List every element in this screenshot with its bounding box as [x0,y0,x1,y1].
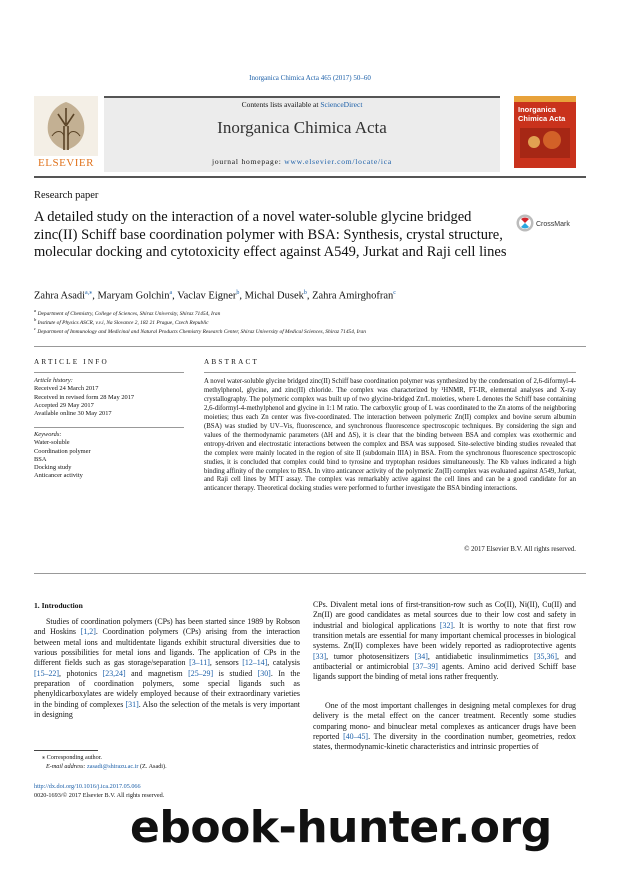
citation-link[interactable]: [33] [313,651,327,661]
abstract-rule [204,372,576,373]
journal-title: Inorganica Chimica Acta [217,118,387,137]
email-suffix: (Z. Asadi). [138,763,167,770]
header-divider [34,346,586,347]
homepage-prefix: journal homepage: [211,157,285,166]
svg-text:ELSEVIER: ELSEVIER [38,157,94,169]
history-item: Received in revised form 28 May 2017 [34,393,135,401]
author-separator: , [172,290,178,302]
history-item: Accepted 29 May 2017 [34,401,94,409]
journal-cover-thumbnail[interactable] [514,96,576,168]
body-text: is studied [213,668,258,678]
author-affiliation-marker[interactable]: a,⁎ [85,290,93,296]
keyword-item: Anticancer activity [34,472,83,480]
citation-link[interactable]: [3–11] [189,658,210,668]
citation-link[interactable]: [40–45] [343,732,369,742]
keyword-item: BSA [34,455,47,463]
body-text: . Also the selection of the metals is very important in designing [34,699,301,720]
body-text: , tumor photosensitizers [326,651,415,661]
email-note [46,763,167,771]
citation-link[interactable]: [30] [257,668,271,678]
contents-line [104,100,500,109]
citation-link[interactable]: [23,24] [102,668,126,678]
author-separator: , [239,290,245,302]
watermark: ebook-hunter.org [130,802,552,853]
affiliation-a: $^a$ Department of Chemistry, College of Sciences, Shiraz University, Shiraz 71454, Iran [34,308,221,317]
citation-link[interactable]: [15–22] [34,668,59,678]
article-history [34,377,174,418]
body-text: , antidiabetic insulinmimetics [427,651,534,661]
body-text: . Coordination polymers (CPs) arising from the interaction between metal ions and multidentate ligands exhibit structural diversities due to various possibilities for metal ions and ligands. The application of CPs in the different fields such as gas storage/separation [34,627,300,668]
doi-link[interactable]: http://dx.doi.org/10.1016/j.ica.2017.05.066 [34,783,141,790]
affiliation-b: $^b$ Institute of Physics ASCR, v.v.i, Na Slovance 2, 182 21 Prague, Czech Republic [34,317,209,326]
journal-reference[interactable]: Inorganica Chimica Acta 465 (2017) 50–60 [249,74,371,82]
body-text: . In the preparation of coordination polymers, some special ligands such as phenyldicarboxylates are widely employed because of their extraordinary varieties in the binding of complexes [34,668,300,709]
section-heading-introduction: 1. Introduction [34,601,83,610]
keywords-rule [34,427,184,428]
history-item: Available online 30 May 2017 [34,410,112,418]
keywords-block [34,431,174,481]
abstract-heading: ABSTRACT [204,358,260,366]
author-list [34,289,586,302]
body-text: agents. Amino acid derived Schiff base ligands support the binding of metal ions rather frequently. [313,662,576,682]
author-name[interactable]: Zahra Amirghofran [312,290,394,302]
abstract-text: A novel water-soluble glycine bridged zinc(II) Schiff base coordination polymer was synthesized by the condensation of 2,6-diformyl-4-methylphenol, glycine, and zinc(II) chloride. The complex was characterized by ¹HNMR, FT-IR, elemental analyses and X-ray crystallography. The polymeric complex was built up of two glycine-bridged Zn/L moieties, where L denotes the Schiff base containing 2,6-diformyl-4-methylphenol and glycine in 1:1 M ratio. The carboxylic group of L was coordinated to the Zn atoms of the neighboring moieties; thus each Zn center was five-coordinated. The interaction between polymeric Zn(II) complex and bovine serum albumin (BSA) was studied by UV–Vis, fluorescence, and synchronous fluorescence spectroscopic techniques. By considering the sign and values of the thermodynamic parameters (ΔH and ΔS), it is clear that the binding between BSA and complex was exothermic and entropy-driven and electrostatic interactions between the complex and BSA was supposed. Site-selective binding studies revealed that the complex were mainly located in the region of site II (subdomain IIIA) in BSA. From the synchronous fluorescence spectroscopic studies, it is concluded that complex could bind to tyrosine and tryptophan residues simultaneously. The Kb values indicated a high binding affinity of the complex to BSA. In vitro anticancer activity of the polymeric Zn(II) complex was evaluated against A549, Jurkat, and Raji cell lines by MTT assay. The complex was remarkably active against the cell lines and can be a good candidate for an anticancer therapy. Theoretical docking studies were performed to further investigate the BSA binding interactions. [204,378,576,493]
keyword-item: Docking study [34,464,72,472]
article-type: Research paper [34,190,99,201]
email-label: E-mail address: [46,763,88,770]
banner-top-rule [104,96,500,98]
svg-text:Chimica Acta: Chimica Acta [518,114,566,123]
body-text: and magnetism [125,668,189,678]
crossmark-badge[interactable] [516,213,576,233]
footnote-rule [34,750,98,751]
body-text: . The diversity in the coordination number, geometries, redox states, thermodynamic-kinetic characteristics and intrinsic properties of [313,732,577,752]
intro-paragraph-3 [313,701,576,753]
body-text: One of the most important challenges in designing metal complexes for drug delivery is the metal effect on the cancer treatment. Recently some studies comparing mono- and binuclear metal complexes as anticancer drugs have been reported [313,701,576,742]
homepage-link[interactable]: www.elsevier.com/locate/ica [284,157,393,166]
body-text: , photonics [58,668,103,678]
citation-link[interactable]: [31] [125,699,139,709]
issn-line: 0020-1693/© 2017 Elsevier B.V. All rights reserved. [34,792,165,799]
svg-text:Inorganica: Inorganica [518,105,556,114]
author-separator: , [92,290,98,302]
body-text: , catalysis [267,658,300,668]
sciencedirect-link[interactable]: ScienceDirect [320,100,363,109]
author-affiliation-marker[interactable]: a [169,290,173,296]
citation-link[interactable]: [12–14] [242,658,268,668]
email-link[interactable]: zasadi@shirazu.ac.ir [87,763,139,770]
body-text: . It is worthy to note that first row transition metals are essential for many important chemical processes in biological systems. Zn(II) complexes have been widely reported as radioprotective agents [313,620,576,651]
body-text: , and antibacterial or antimicrobial [313,651,576,672]
crossmark-label: CrossMark [536,221,570,228]
author-affiliation-marker[interactable]: b [236,290,240,296]
intro-paragraph-1 [34,617,300,720]
journal-homepage [104,157,500,166]
history-heading: Article history: [34,377,73,384]
body-text: , sensors [209,658,243,668]
elsevier-logo [34,96,98,170]
citation-link[interactable]: [25–29] [188,668,214,678]
contents-prefix: Contents lists available at [241,100,321,109]
article-info-heading: ARTICLE INFO [34,358,109,366]
author-separator: , [306,290,313,302]
citation-link[interactable]: [1,2] [80,627,96,637]
author-name[interactable]: Maryam Golchin [97,290,170,302]
body-divider [34,573,586,574]
author-affiliation-marker[interactable]: c [393,290,396,296]
corresponding-author-note: ⁎ Corresponding author. [42,754,102,761]
body-text: CPs. Divalent metal ions of first-transition-row such as Co(II), Ni(II), Cu(II) and Zn(II) are good candidates as metal sources due to their low cost and safety in industrial and biological applications [313,600,576,630]
author-name[interactable]: Vaclav Eigner [177,290,237,302]
banner-bottom-rule [34,176,586,178]
history-item: Received 24 March 2017 [34,385,99,393]
keyword-item: Water-soluble [34,439,70,447]
affiliation-c: $^c$ Department of Immunology and Medicinal and Natural Products Chemistry Research Center, Shiraz University of Medical Sciences, Shiraz 71454, Iran [34,326,366,335]
citation-link[interactable]: [37–39] [412,662,438,672]
citation-link[interactable]: [34] [414,651,428,661]
body-text: Studies of coordination polymers (CPs) has been started since 1989 by Robson and Hoskins [34,617,300,637]
abstract-copyright: © 2017 Elsevier B.V. All rights reserved. [464,546,576,553]
keyword-item: Coordination polymer [34,447,91,455]
keywords-heading: Keywords: [34,431,62,438]
article-title: A detailed study on the interaction of a novel water-soluble glycine bridged zinc(II) Schiff base coordination polymer with BSA: Synthesis, crystal structure, molecular docking and cytotoxicity effect against A549, Jurkat and Raji cell lines [34,209,507,260]
citation-link[interactable]: [32] [439,620,454,630]
intro-paragraph-2 [313,600,576,683]
author-name[interactable]: Zahra Asadi [34,290,86,302]
author-name[interactable]: Michal Dusek [244,290,304,302]
author-affiliation-marker[interactable]: b [303,290,307,296]
citation-link[interactable]: [35,36] [533,651,557,661]
article-info-rule [34,372,184,373]
